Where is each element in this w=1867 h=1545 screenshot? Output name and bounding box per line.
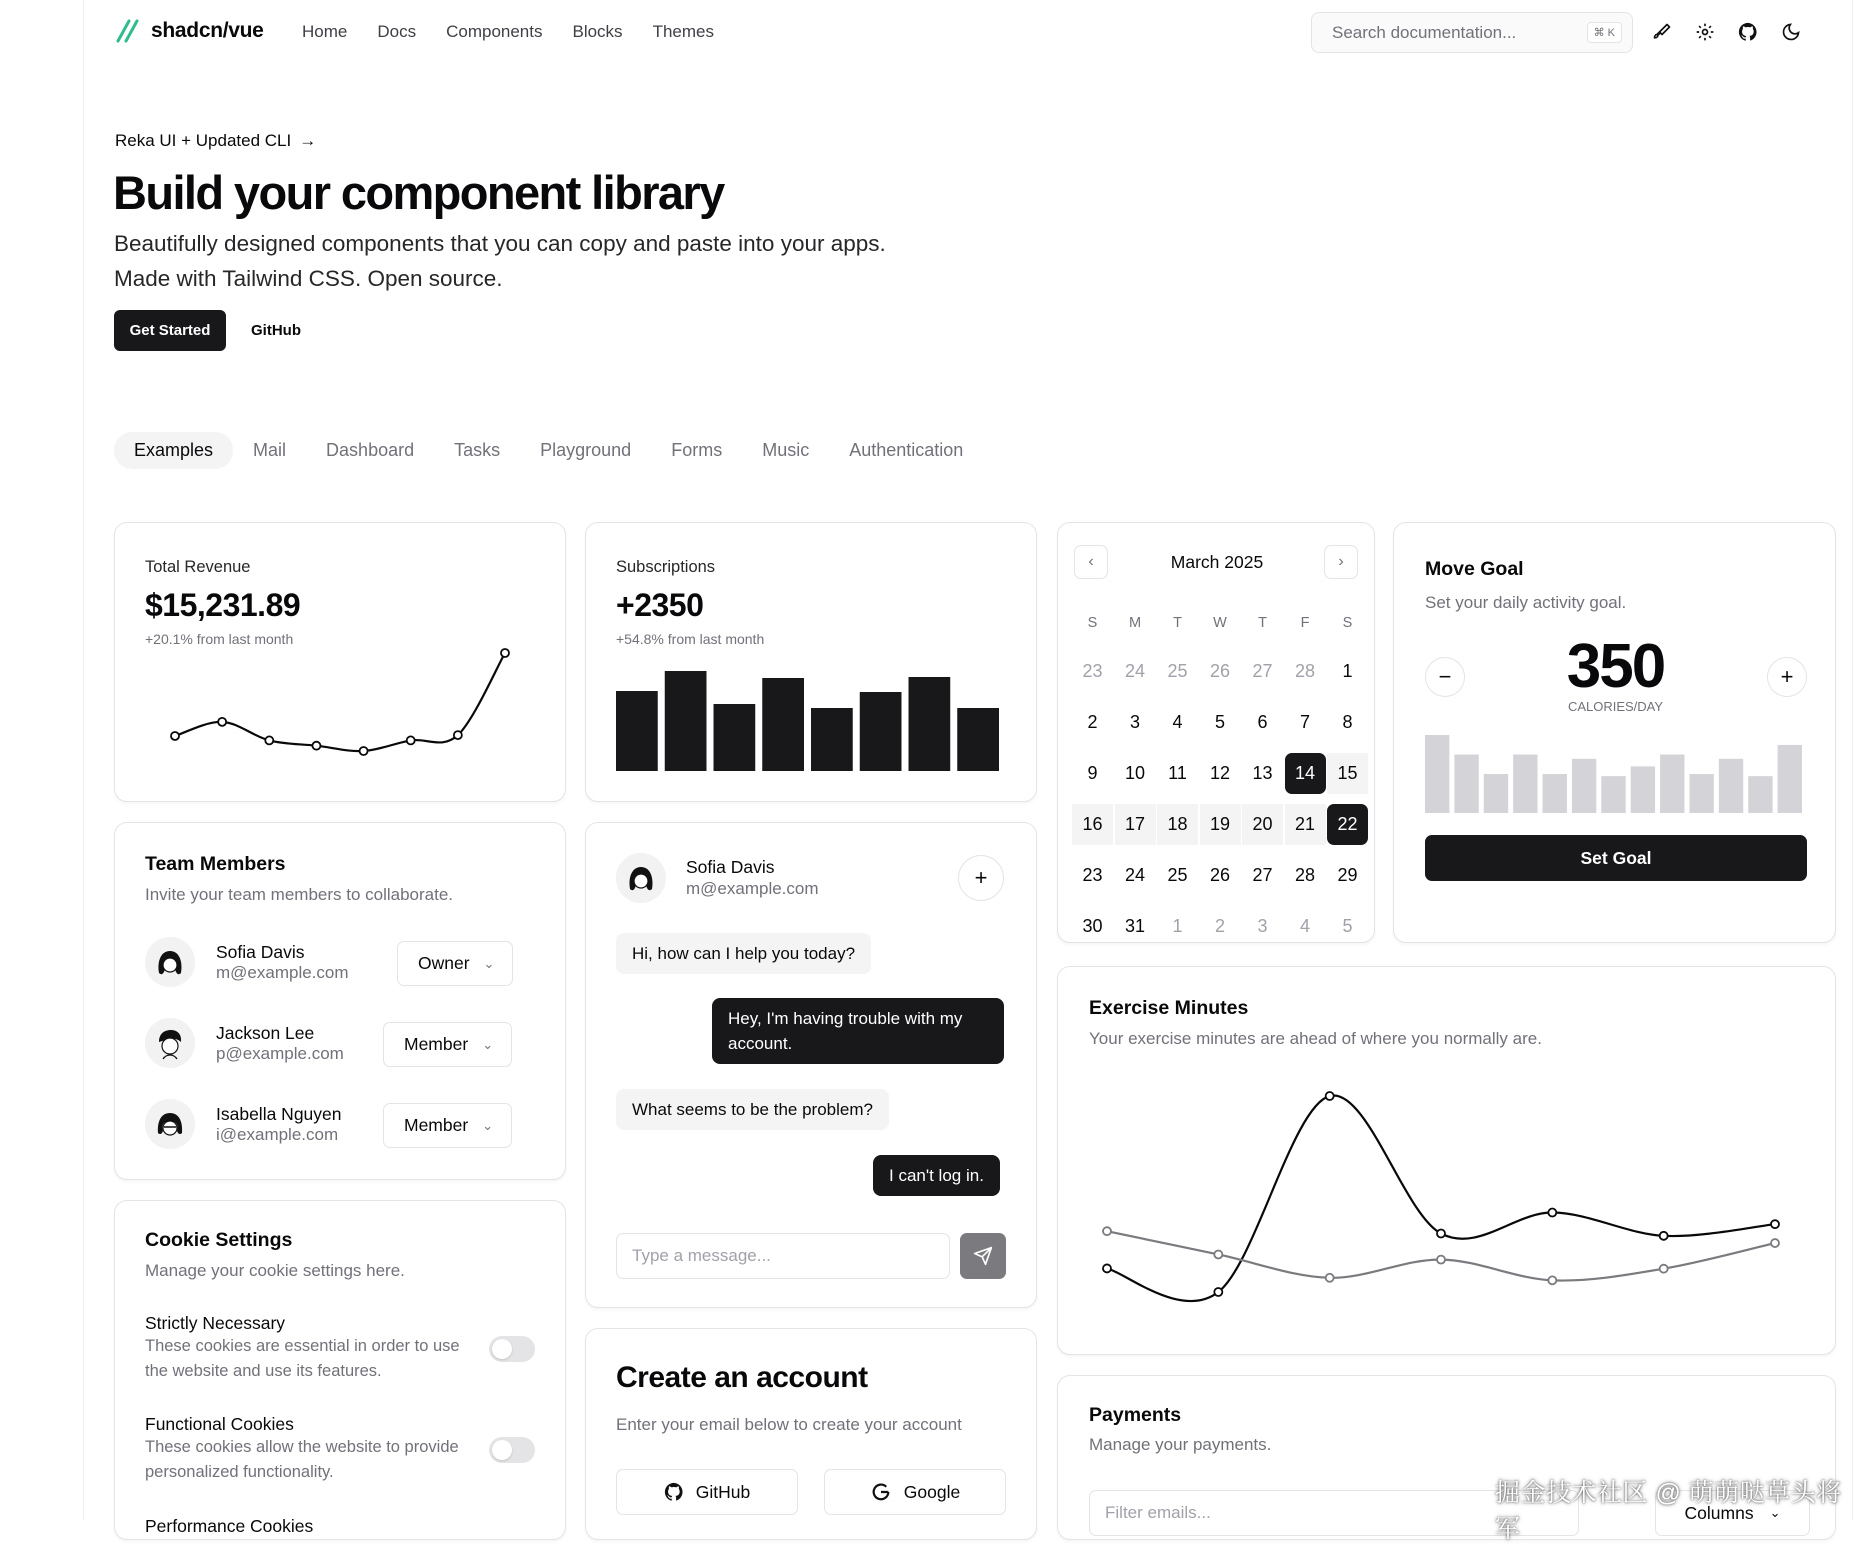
revenue-point bbox=[265, 736, 273, 744]
cookie-option bbox=[145, 1516, 313, 1537]
exercise-point bbox=[1326, 1274, 1334, 1282]
calendar-day[interactable]: 23 bbox=[1082, 865, 1103, 885]
subscriptions-card bbox=[585, 522, 1037, 802]
subscription-bar bbox=[909, 677, 951, 771]
chevron-down-icon: ⌄ bbox=[482, 1036, 494, 1052]
team-member-row bbox=[145, 937, 349, 987]
member-email: m@example.com bbox=[216, 962, 349, 982]
role-value: Member bbox=[404, 1115, 469, 1135]
exercise-point bbox=[1103, 1227, 1111, 1235]
calendar-day[interactable]: 22 bbox=[1327, 804, 1368, 845]
revenue-point bbox=[171, 732, 179, 740]
goal-bar bbox=[1543, 774, 1567, 813]
announcement-text: Reka UI + Updated CLI bbox=[115, 131, 292, 150]
exercise-point bbox=[1437, 1230, 1445, 1238]
cookie-option bbox=[145, 1313, 475, 1384]
exercise-point bbox=[1437, 1256, 1445, 1264]
chat-avatar bbox=[616, 853, 666, 903]
search-shortcut: ⌘ K bbox=[1587, 22, 1622, 43]
revenue-change: +20.1% from last month bbox=[145, 631, 294, 647]
calendar-day[interactable]: 12 bbox=[1209, 763, 1231, 783]
site-header bbox=[0, 0, 1867, 66]
subscription-bar bbox=[714, 704, 756, 771]
goal-bar bbox=[1748, 776, 1772, 813]
nav-docs[interactable]: Docs bbox=[377, 22, 417, 41]
calendar-day[interactable]: 3 bbox=[1257, 916, 1268, 936]
calendar-month: March 2025 bbox=[1170, 552, 1264, 572]
exercise-point bbox=[1660, 1265, 1668, 1273]
calendar-day[interactable]: 5 bbox=[1342, 916, 1353, 936]
cookie-option-title: Strictly Necessary bbox=[145, 1313, 286, 1333]
github-icon bbox=[664, 1482, 684, 1502]
goal-bar bbox=[1454, 755, 1478, 814]
goal-bar bbox=[1631, 766, 1655, 813]
avatar-image bbox=[145, 937, 195, 987]
calendar-week bbox=[1072, 850, 1378, 901]
logo[interactable] bbox=[115, 18, 264, 44]
github-icon[interactable] bbox=[1736, 20, 1760, 44]
message-placeholder: Type a message... bbox=[632, 1246, 771, 1265]
calendar-next-button[interactable] bbox=[1324, 545, 1358, 579]
goal-bar bbox=[1513, 755, 1537, 814]
goal-bar bbox=[1425, 735, 1449, 813]
calendar-day[interactable]: 31 bbox=[1124, 916, 1146, 936]
tab-forms[interactable]: Forms bbox=[671, 440, 723, 460]
calendar-weekday: S bbox=[1342, 615, 1353, 631]
avatar bbox=[145, 1018, 195, 1068]
columns-label: Columns bbox=[1684, 1502, 1754, 1523]
member-name: Jackson Lee bbox=[216, 1022, 315, 1043]
chat-contact-name: Sofia Davis bbox=[686, 857, 775, 877]
header-icons bbox=[1650, 20, 1803, 44]
revenue-line-chart bbox=[115, 523, 567, 803]
brush-icon[interactable] bbox=[1650, 20, 1674, 44]
team-members-card bbox=[114, 822, 566, 1180]
calendar-day[interactable]: 20 bbox=[1242, 804, 1283, 845]
cookie-option-desc: These cookies are essential in order to use the website and use its features. bbox=[145, 1337, 460, 1380]
examples-tabs bbox=[114, 432, 983, 469]
calendar-day[interactable]: 14 bbox=[1285, 753, 1326, 794]
avatar bbox=[145, 1099, 195, 1149]
logo-text: shadcn/vue bbox=[151, 19, 264, 42]
github-login-label: GitHub bbox=[695, 1481, 751, 1502]
calendar-day[interactable]: 18 bbox=[1157, 804, 1198, 845]
avatar-image bbox=[145, 1099, 195, 1149]
member-name: Sofia Davis bbox=[216, 941, 305, 962]
page-subtitle bbox=[114, 226, 1014, 296]
chevron-down-icon: ⌄ bbox=[483, 955, 495, 971]
calendar-day[interactable]: 9 bbox=[1087, 763, 1098, 783]
calendar-day[interactable]: 26 bbox=[1209, 865, 1231, 885]
calendar-card bbox=[1057, 522, 1375, 943]
cookie-option-desc: These cookies allow the website to provide personalized functionality. bbox=[145, 1438, 459, 1481]
nav-home[interactable]: Home bbox=[302, 22, 348, 41]
revenue-point bbox=[407, 736, 415, 744]
gear-icon[interactable] bbox=[1693, 20, 1717, 44]
subscriptions-bar-chart bbox=[586, 523, 1038, 803]
chevron-left-icon: ‹ bbox=[1088, 553, 1094, 570]
announcement-link[interactable] bbox=[115, 131, 316, 151]
main-nav bbox=[302, 22, 714, 42]
cookie-description: Manage your cookie settings here. bbox=[145, 1261, 405, 1280]
calendar-day[interactable]: 28 bbox=[1294, 661, 1316, 681]
message-input[interactable] bbox=[616, 1233, 950, 1279]
subtitle-line-1: Beautifully designed components that you can copy and paste into your apps. bbox=[114, 231, 886, 256]
chat-message-outgoing: Hey, I'm having trouble with my account. bbox=[712, 998, 1004, 1064]
calendar-day[interactable]: 15 bbox=[1327, 753, 1368, 794]
calendar-weekday: T bbox=[1173, 615, 1182, 631]
revenue-label: Total Revenue bbox=[145, 558, 251, 576]
exercise-title: Exercise Minutes bbox=[1089, 997, 1249, 1019]
team-description: Invite your team members to collaborate. bbox=[145, 885, 454, 904]
subscriptions-change: +54.8% from last month bbox=[616, 631, 765, 647]
calendar-week bbox=[1072, 748, 1378, 799]
calendar-day[interactable]: 27 bbox=[1252, 865, 1273, 885]
calendar-day[interactable]: 17 bbox=[1115, 804, 1156, 845]
exercise-point bbox=[1214, 1250, 1222, 1258]
strictly-necessary-toggle[interactable] bbox=[489, 1336, 535, 1362]
avatar bbox=[145, 937, 195, 987]
calendar-day[interactable]: 7 bbox=[1299, 712, 1310, 732]
exercise-point bbox=[1326, 1092, 1334, 1100]
search-placeholder: Search documentation... bbox=[1332, 22, 1517, 42]
calendar-day[interactable]: 26 bbox=[1209, 661, 1231, 681]
calendar-weekday: F bbox=[1300, 615, 1310, 631]
calendar-day[interactable]: 25 bbox=[1167, 661, 1188, 681]
nav-blocks[interactable]: Blocks bbox=[572, 22, 623, 41]
role-select[interactable] bbox=[383, 1103, 512, 1148]
set-goal-button[interactable]: Set Goal bbox=[1425, 835, 1807, 881]
exercise-description: Your exercise minutes are ahead of where you normally are. bbox=[1089, 1029, 1542, 1048]
cookie-option-title: Functional Cookies bbox=[145, 1414, 294, 1434]
calendar-day[interactable]: 2 bbox=[1087, 712, 1098, 732]
github-login-button[interactable] bbox=[616, 1469, 798, 1515]
calendar-day[interactable]: 13 bbox=[1252, 763, 1273, 783]
team-member-row bbox=[145, 1099, 342, 1149]
member-email: i@example.com bbox=[216, 1124, 339, 1144]
calendar-day[interactable]: 1 bbox=[1342, 661, 1353, 681]
chat-message-outgoing: I can't log in. bbox=[873, 1155, 1000, 1196]
revenue-point bbox=[454, 731, 462, 739]
create-account-description: Enter your email below to create your account bbox=[616, 1415, 962, 1434]
team-title: Team Members bbox=[145, 853, 286, 875]
calendar-day[interactable]: 24 bbox=[1124, 661, 1146, 681]
page-title: Build your component library bbox=[113, 166, 724, 219]
logo-icon bbox=[115, 18, 141, 44]
revenue-point bbox=[218, 718, 226, 726]
member-email: p@example.com bbox=[216, 1043, 344, 1063]
chevron-down-icon: ⌄ bbox=[1769, 1505, 1781, 1520]
subscription-bar bbox=[616, 691, 658, 771]
calendar-week bbox=[1072, 697, 1378, 748]
exercise-point bbox=[1771, 1239, 1779, 1247]
calendar-week bbox=[1072, 799, 1378, 850]
calendar-week bbox=[1072, 646, 1378, 697]
plus-icon: + bbox=[974, 865, 988, 890]
calendar-day[interactable]: 4 bbox=[1299, 916, 1310, 936]
calendar-day[interactable]: 5 bbox=[1214, 712, 1225, 732]
calendar-weekday: M bbox=[1128, 615, 1142, 631]
calendar-day[interactable]: 3 bbox=[1129, 712, 1140, 732]
chat-contact-email: m@example.com bbox=[686, 879, 819, 898]
exercise-card bbox=[1057, 966, 1836, 1355]
create-account-card bbox=[585, 1328, 1037, 1540]
subscription-bar bbox=[957, 708, 999, 771]
subscription-bar bbox=[665, 671, 707, 771]
calendar-day[interactable]: 19 bbox=[1200, 804, 1241, 845]
calendar-day[interactable]: 28 bbox=[1294, 865, 1316, 885]
exercise-point bbox=[1214, 1288, 1222, 1296]
role-value: Owner bbox=[418, 953, 470, 973]
subscription-bar bbox=[811, 708, 853, 771]
revenue-card bbox=[114, 522, 566, 802]
google-login-button[interactable] bbox=[824, 1469, 1006, 1515]
calendar-day[interactable]: 24 bbox=[1124, 865, 1146, 885]
plus-icon: + bbox=[1780, 664, 1794, 689]
search-input[interactable] bbox=[1311, 12, 1633, 53]
revenue-point bbox=[501, 649, 509, 657]
create-account-title: Create an account bbox=[616, 1361, 868, 1394]
goal-bar bbox=[1689, 774, 1713, 813]
arrow-right-icon: → bbox=[299, 131, 317, 150]
calendar-day[interactable]: 30 bbox=[1082, 916, 1103, 936]
nav-themes[interactable]: Themes bbox=[652, 22, 714, 41]
functional-cookies-toggle[interactable] bbox=[489, 1437, 535, 1463]
role-select[interactable] bbox=[397, 941, 513, 986]
github-button[interactable]: GitHub bbox=[251, 322, 301, 339]
subtitle-line-2: Made with Tailwind CSS. Open source. bbox=[114, 266, 503, 291]
tab-tasks[interactable]: Tasks bbox=[454, 440, 501, 460]
subscriptions-value: +2350 bbox=[616, 587, 704, 623]
subscriptions-label: Subscriptions bbox=[616, 558, 716, 576]
calendar-day[interactable]: 4 bbox=[1172, 712, 1183, 732]
tab-dashboard[interactable]: Dashboard bbox=[326, 440, 415, 460]
calendar-weekday: S bbox=[1087, 615, 1098, 631]
google-login-label: Google bbox=[903, 1481, 961, 1502]
subscription-bar bbox=[860, 692, 902, 771]
watermark: 掘金技术社区 @ 萌萌哒草头将军 bbox=[1495, 1479, 1842, 1543]
goal-bar bbox=[1572, 759, 1596, 813]
calendar-week bbox=[1072, 901, 1378, 952]
role-select[interactable] bbox=[383, 1022, 512, 1067]
tab-music[interactable]: Music bbox=[762, 440, 810, 460]
calendar-day[interactable]: 6 bbox=[1257, 712, 1268, 732]
goal-bar bbox=[1660, 755, 1684, 814]
goal-bar bbox=[1601, 776, 1625, 813]
member-name: Isabella Nguyen bbox=[216, 1103, 342, 1124]
google-icon bbox=[870, 1481, 892, 1503]
chevron-down-icon: ⌄ bbox=[482, 1117, 494, 1133]
calendar-day[interactable]: 8 bbox=[1342, 712, 1353, 732]
calendar-weekdays bbox=[1072, 608, 1378, 638]
cookie-title: Cookie Settings bbox=[145, 1229, 293, 1251]
nav-components[interactable]: Components bbox=[446, 22, 543, 41]
calendar-day[interactable]: 1 bbox=[1172, 916, 1183, 936]
send-button[interactable] bbox=[960, 1233, 1006, 1279]
calendar-day[interactable]: 25 bbox=[1167, 865, 1188, 885]
tab-authentication[interactable]: Authentication bbox=[849, 440, 964, 460]
payments-title: Payments bbox=[1089, 1404, 1182, 1426]
tab-mail[interactable]: Mail bbox=[253, 440, 287, 460]
exercise-point bbox=[1660, 1232, 1668, 1240]
calendar-weekday: W bbox=[1213, 615, 1227, 631]
minus-icon: − bbox=[1438, 664, 1452, 689]
revenue-value: $15,231.89 bbox=[145, 587, 301, 623]
calendar-day[interactable]: 23 bbox=[1082, 661, 1103, 681]
cookie-option bbox=[145, 1414, 475, 1485]
exercise-point bbox=[1103, 1264, 1111, 1272]
chat-card bbox=[585, 822, 1037, 1308]
avatar-image bbox=[145, 1018, 195, 1068]
exercise-line bbox=[1107, 1095, 1775, 1301]
goal-unit: CALORIES/DAY bbox=[1567, 699, 1664, 714]
move-goal-description: Set your daily activity goal. bbox=[1425, 593, 1627, 612]
tab-examples[interactable]: Examples bbox=[114, 432, 233, 469]
chevron-right-icon: › bbox=[1338, 553, 1344, 570]
avatar-image bbox=[616, 853, 666, 903]
role-value: Member bbox=[404, 1034, 469, 1054]
cookie-settings-card bbox=[114, 1200, 566, 1540]
exercise-line-chart bbox=[1058, 967, 1837, 1356]
goal-value: 350 bbox=[1566, 632, 1665, 701]
exercise-point bbox=[1548, 1209, 1556, 1217]
moon-icon[interactable] bbox=[1779, 20, 1803, 44]
get-started-button[interactable]: Get Started bbox=[114, 310, 226, 351]
goal-bar bbox=[1719, 759, 1743, 813]
move-goal-title: Move Goal bbox=[1425, 558, 1524, 580]
send-icon bbox=[973, 1246, 993, 1266]
calendar-grid bbox=[1072, 608, 1378, 952]
filter-placeholder: Filter emails... bbox=[1105, 1503, 1211, 1522]
exercise-point bbox=[1548, 1276, 1556, 1284]
payments-description: Manage your payments. bbox=[1089, 1435, 1272, 1454]
calendar-day[interactable]: 27 bbox=[1252, 661, 1273, 681]
subscription-bar bbox=[762, 678, 804, 771]
new-message-button[interactable] bbox=[958, 855, 1004, 901]
calendar-day[interactable]: 10 bbox=[1124, 763, 1146, 783]
chat-message-incoming: Hi, how can I help you today? bbox=[616, 933, 871, 974]
calendar-day[interactable]: 2 bbox=[1214, 916, 1225, 936]
cookie-option-title: Performance Cookies bbox=[145, 1516, 314, 1536]
exercise-point bbox=[1771, 1220, 1779, 1228]
revenue-point bbox=[360, 747, 368, 755]
calendar-day[interactable]: 11 bbox=[1168, 763, 1187, 783]
team-member-row bbox=[145, 1018, 344, 1068]
goal-bar bbox=[1778, 745, 1802, 813]
calendar-day[interactable]: 29 bbox=[1337, 865, 1358, 885]
goal-bar bbox=[1484, 774, 1508, 813]
revenue-point bbox=[312, 742, 320, 750]
calendar-weekday: T bbox=[1258, 615, 1267, 631]
calendar-day[interactable]: 16 bbox=[1072, 804, 1113, 845]
tab-playground[interactable]: Playground bbox=[540, 440, 632, 460]
chat-message-incoming: What seems to be the problem? bbox=[616, 1089, 889, 1130]
move-goal-card bbox=[1393, 522, 1836, 943]
calendar-day[interactable]: 21 bbox=[1285, 804, 1326, 845]
